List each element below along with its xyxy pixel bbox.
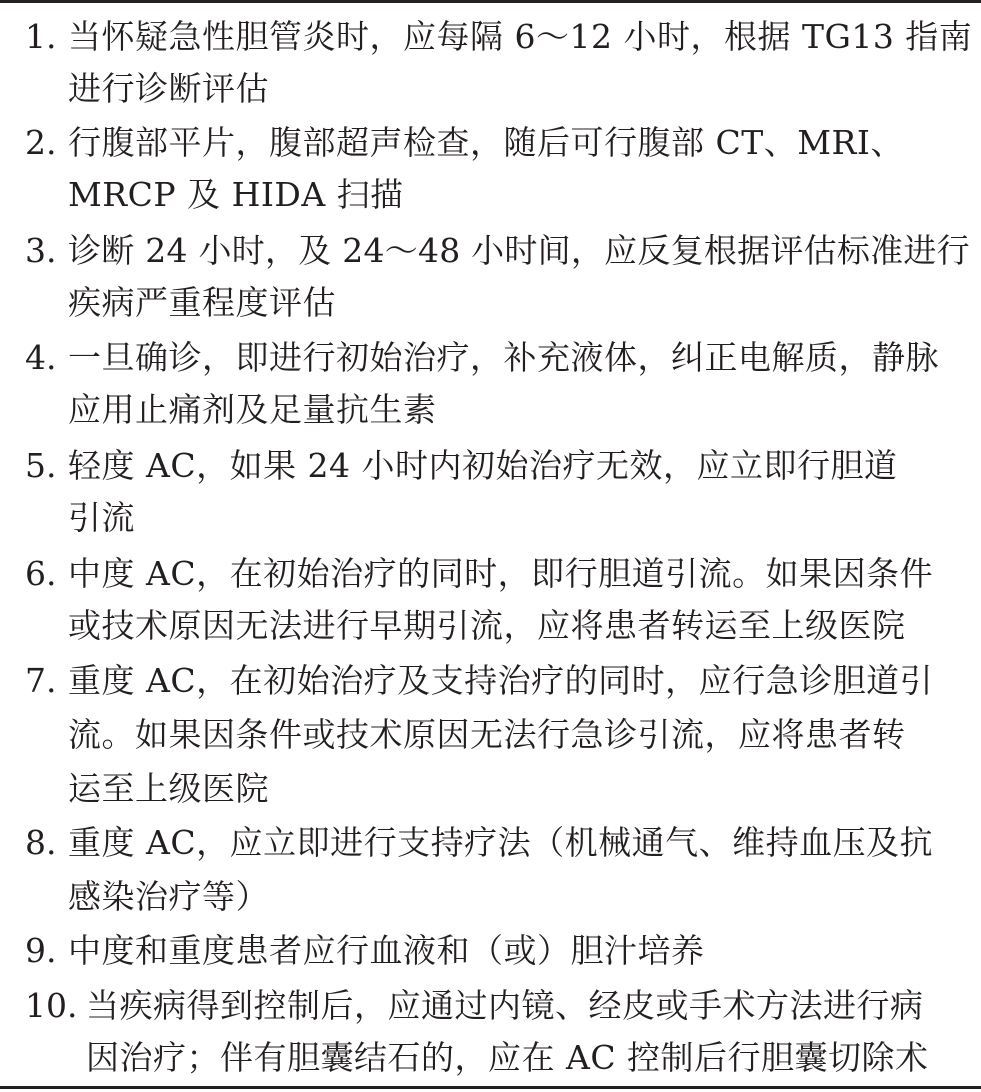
item-line: 行腹部平片，腹部超声检查，随后可行腹部 CT、MRI、	[68, 123, 904, 162]
item-line: 进行诊断评估	[68, 69, 269, 108]
item-number: 6.	[25, 554, 57, 593]
item-line: 应用止痛剂及足量抗生素	[68, 390, 437, 429]
item-line: 重度 AC，在初始治疗及支持治疗的同时，应行急诊胆道引	[68, 661, 934, 700]
bottom-rule	[0, 1086, 981, 1089]
item-number: 3.	[25, 231, 57, 270]
item-number: 1.	[25, 17, 57, 56]
item-number: 10.	[25, 986, 78, 1025]
item-number: 4.	[25, 338, 57, 377]
item-line: 重度 AC，应立即进行支持疗法（机械通气、维持血压及抗	[68, 823, 934, 862]
item-number: 7.	[25, 661, 57, 700]
item-line: 当怀疑急性胆管炎时，应每隔 6～12 小时，根据 TG13 指南	[68, 17, 973, 56]
item-line: 当疾病得到控制后，应通过内镜、经皮或手术方法进行病	[86, 986, 924, 1025]
item-line: 引流	[68, 498, 135, 537]
item-line: 流。如果因条件或技术原因无法行急诊引流，应将患者转	[68, 715, 906, 754]
item-line: 中度 AC，在初始治疗的同时，即行胆道引流。如果因条件	[68, 554, 934, 593]
item-line: 运至上级医院	[68, 769, 269, 808]
item-line: 疾病严重程度评估	[68, 283, 336, 322]
item-number: 5.	[25, 446, 57, 485]
item-line: 中度和重度患者应行血液和（或）胆汁培养	[68, 931, 705, 970]
item-line: 诊断 24 小时，及 24～48 小时间，应反复根据评估标准进行	[68, 231, 970, 270]
item-line: 一旦确诊，即进行初始治疗，补充液体，纠正电解质，静脉	[68, 338, 939, 377]
item-line: MRCP 及 HIDA 扫描	[68, 175, 404, 214]
item-line: 轻度 AC，如果 24 小时内初始治疗无效，应立即行胆道	[68, 446, 898, 485]
item-number: 9.	[25, 931, 57, 970]
item-line: 感染治疗等）	[68, 877, 269, 916]
item-line: 因治疗；伴有胆囊结石的，应在 AC 控制后行胆囊切除术	[86, 1038, 929, 1077]
item-number: 2.	[25, 123, 57, 162]
item-line: 或技术原因无法进行早期引流，应将患者转运至上级医院	[68, 606, 906, 645]
item-number: 8.	[25, 823, 57, 862]
